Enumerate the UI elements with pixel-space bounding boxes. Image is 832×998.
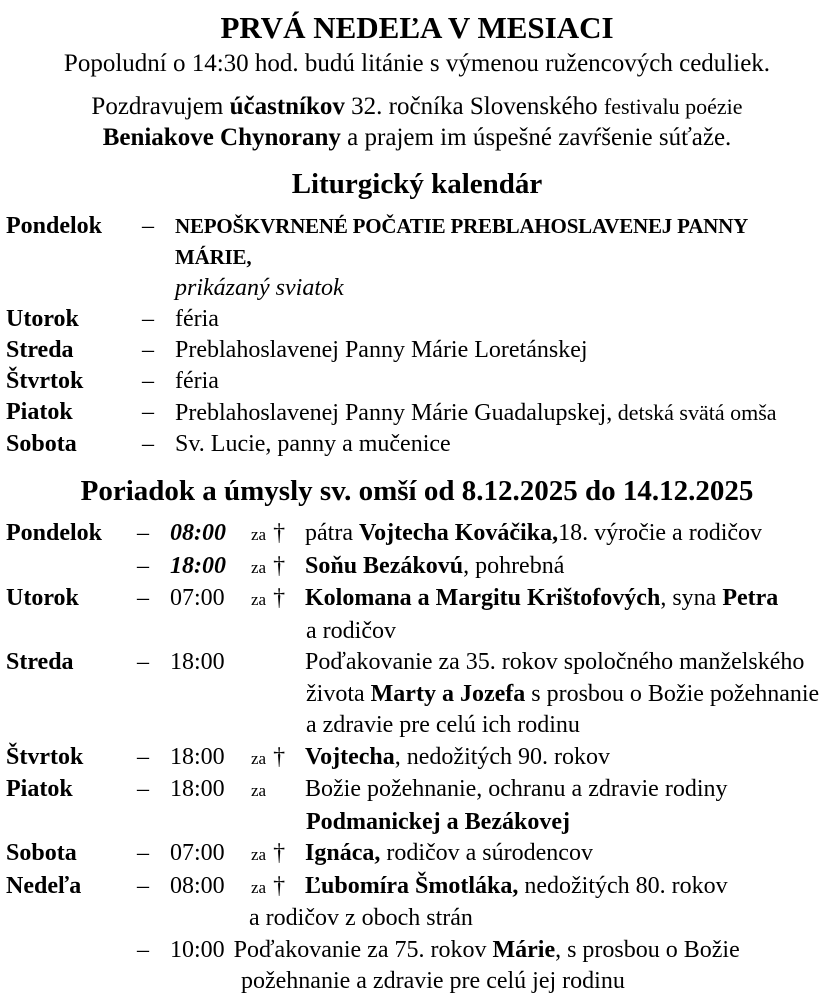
day-label: Sobota <box>6 840 77 866</box>
offering-marker <box>241 647 305 679</box>
calendar-heading: Liturgický kalendár <box>291 168 543 200</box>
text-segment: a rodičov <box>306 617 396 644</box>
offering-marker <box>241 871 305 904</box>
dash: – <box>142 306 154 332</box>
intention-text <box>305 518 828 551</box>
schedule-line <box>6 616 828 648</box>
greeting-paragraph <box>6 91 828 153</box>
mass-time: 18:00 <box>170 552 226 579</box>
dagger-icon: † <box>273 552 286 579</box>
feast-text <box>175 304 828 335</box>
text-segment: Preblahoslavenej Panny Márie Guadalupskej, <box>175 400 613 426</box>
text-segment: , nedožitých 90. rokov <box>394 743 611 770</box>
za-label: za <box>251 781 267 800</box>
text-segment: festivalu poézie <box>603 94 743 119</box>
za-label: za <box>251 557 267 577</box>
text-segment: pátra <box>305 520 359 546</box>
offering-marker <box>241 838 305 871</box>
text-segment: Preblahoslavenej Panny Márie Loretánskej <box>175 337 588 363</box>
day-label: Štvrtok <box>6 743 84 770</box>
schedule-line <box>6 774 828 807</box>
schedule-line <box>6 935 828 967</box>
text-segment: prikázaný sviatok <box>175 275 344 301</box>
mass-time: 18:00 <box>170 649 225 675</box>
dash: – <box>142 431 154 457</box>
text-segment: Vojtecha Kováčika, <box>358 520 559 546</box>
calendar-row <box>6 211 828 273</box>
text-segment: , pohrebná <box>463 552 565 579</box>
dash: – <box>142 213 154 239</box>
day-label <box>6 551 137 584</box>
day-label: Piatok <box>6 399 73 425</box>
intention-text <box>305 647 828 679</box>
text-segment: Ľubomíra Šmotláka, <box>305 872 519 899</box>
offering-marker <box>241 551 305 584</box>
calendar-row <box>6 366 828 397</box>
offering-marker <box>241 742 305 775</box>
calendar-row <box>6 397 828 429</box>
intention-text <box>241 966 828 998</box>
text-segment: a zdravie pre celú ich rodinu <box>306 712 580 738</box>
schedule-line <box>6 742 828 775</box>
dagger-icon: † <box>273 585 286 611</box>
calendar-row <box>6 335 828 366</box>
liturgical-calendar <box>6 211 828 460</box>
dash: – <box>137 872 149 899</box>
mass-time: 08:00 <box>170 872 225 899</box>
mass-time: 18:00 <box>170 743 225 770</box>
mass-time: 10:00 <box>170 936 225 963</box>
mass-time: 07:00 <box>170 840 225 866</box>
dash: – <box>137 585 149 611</box>
subtitle: Popoludní o 14:30 hod. budú litánie s výmenou ružencových ceduliek. <box>63 50 771 77</box>
day-label: Sobota <box>6 431 77 457</box>
dagger-icon: † <box>273 520 286 546</box>
schedule-line <box>6 647 828 679</box>
schedule-line <box>6 679 828 711</box>
schedule-line <box>6 518 828 551</box>
text-segment: Vojtecha <box>305 743 395 770</box>
day-label <box>6 935 137 967</box>
text-segment: nedožitých 80. rokov <box>518 872 728 899</box>
schedule-line <box>6 551 828 584</box>
intention-text <box>305 871 828 904</box>
day-label: Utorok <box>6 306 79 332</box>
intention-text <box>306 616 828 648</box>
schedule-line <box>6 871 828 904</box>
day-label: Pondelok <box>6 520 103 546</box>
za-label: za <box>251 748 267 768</box>
intention-text <box>249 903 828 935</box>
page-title: PRVÁ NEDEĽA V MESIACI <box>220 10 614 45</box>
offering-marker <box>241 774 305 807</box>
text-segment: účastníkov <box>229 93 345 120</box>
dagger-icon: † <box>273 872 286 899</box>
text-segment: féria <box>175 306 219 332</box>
dash: – <box>142 337 154 363</box>
calendar-row <box>6 273 828 304</box>
za-label: za <box>251 845 267 864</box>
day-label: Štvrtok <box>6 368 84 394</box>
day-label: Utorok <box>6 585 79 611</box>
dash: – <box>142 368 154 394</box>
text-segment: a rodičov z oboch strán <box>249 905 473 931</box>
dash: – <box>137 936 149 963</box>
text-segment: Kolomana a Margitu Krištofových <box>305 585 661 611</box>
dash: – <box>137 520 149 546</box>
greeting-line <box>6 122 828 153</box>
mass-time: 08:00 <box>170 520 226 546</box>
text-segment: Soňu Bezákovú <box>305 552 464 579</box>
dash: – <box>137 776 149 802</box>
intention-text <box>305 583 828 616</box>
text-segment: Poďakovanie za 35. rokov spoločného manželského <box>305 649 805 675</box>
text-segment: Pozdravujem <box>91 93 230 120</box>
feast-text <box>175 211 828 273</box>
schedule-line <box>6 710 828 742</box>
intention-text <box>305 742 828 775</box>
mass-schedule <box>6 518 828 998</box>
intention-text <box>305 774 828 807</box>
dash: – <box>137 649 149 675</box>
text-segment: Sv. Lucie, panny a mučenice <box>175 431 451 457</box>
day-label: Piatok <box>6 776 73 802</box>
intention-text <box>234 935 828 967</box>
za-label: za <box>251 877 267 897</box>
dagger-icon: † <box>273 743 286 770</box>
text-segment: Beniakove Chynorany <box>102 124 341 151</box>
schedule-line <box>6 966 828 998</box>
feast-text <box>175 335 828 366</box>
schedule-line <box>6 903 828 935</box>
mass-time: 07:00 <box>170 585 225 611</box>
dash: – <box>137 840 149 866</box>
text-segment: 32. ročníka Slovenského <box>344 93 604 120</box>
dash: – <box>137 552 149 579</box>
text-segment: Ignáca, <box>305 840 381 866</box>
dash: – <box>142 399 154 425</box>
offering-marker <box>241 583 305 616</box>
text-segment: , syna <box>660 585 723 611</box>
dash: – <box>137 743 149 770</box>
intention-text <box>306 679 828 711</box>
za-label: za <box>251 525 267 544</box>
feast-text <box>175 429 828 460</box>
text-segment: Božie požehnanie, ochranu a zdravie rodiny <box>305 776 728 802</box>
mass-time: 18:00 <box>170 776 225 802</box>
text-segment: života <box>306 680 371 707</box>
text-segment: Podmanickej a Bezákovej <box>306 808 570 835</box>
intention-text <box>306 807 828 839</box>
text-segment: rodičov a súrodencov <box>380 840 593 866</box>
schedule-line <box>6 583 828 616</box>
feast-text <box>175 397 828 429</box>
greeting-line <box>6 91 828 122</box>
text-segment: Petra <box>722 585 779 611</box>
day-label: Streda <box>6 337 74 363</box>
text-segment: féria <box>175 368 219 394</box>
schedule-line <box>6 838 828 871</box>
text-segment: detská svätá omša <box>612 400 777 425</box>
text-segment: 18. výročie a rodičov <box>558 520 763 546</box>
text-segment: s prosbou o Božie požehnanie <box>525 680 820 707</box>
text-segment: požehnanie a zdravie pre celú jej rodinu <box>241 968 625 994</box>
day-label: Streda <box>6 649 74 675</box>
schedule-line <box>6 807 828 839</box>
text-segment: NEPOŠKVRNENÉ POČATIE PREBLAHOSLAVENEJ PANNY MÁRIE, <box>175 214 748 269</box>
text-segment: Marty a Jozefa <box>370 680 526 707</box>
feast-text <box>175 273 828 304</box>
feast-text <box>175 366 828 397</box>
day-label: Pondelok <box>6 213 103 239</box>
intention-text <box>305 838 828 871</box>
calendar-row <box>6 304 828 335</box>
text-segment: , s prosbou o Božie <box>555 936 740 963</box>
za-label: za <box>251 590 267 609</box>
intention-text <box>306 710 828 742</box>
text-segment: Márie <box>492 936 556 963</box>
dagger-icon: † <box>273 840 286 866</box>
offering-marker <box>241 518 305 551</box>
day-label: Nedeľa <box>6 872 82 899</box>
text-segment: Poďakovanie za 75. rokov <box>233 936 493 963</box>
calendar-row <box>6 429 828 460</box>
schedule-heading: Poriadok a úmysly sv. omší od 8.12.2025 do 14.12.2025 <box>80 475 754 507</box>
intention-text <box>305 551 828 584</box>
text-segment: a prajem im úspešné zavŕšenie súťaže. <box>340 124 732 151</box>
